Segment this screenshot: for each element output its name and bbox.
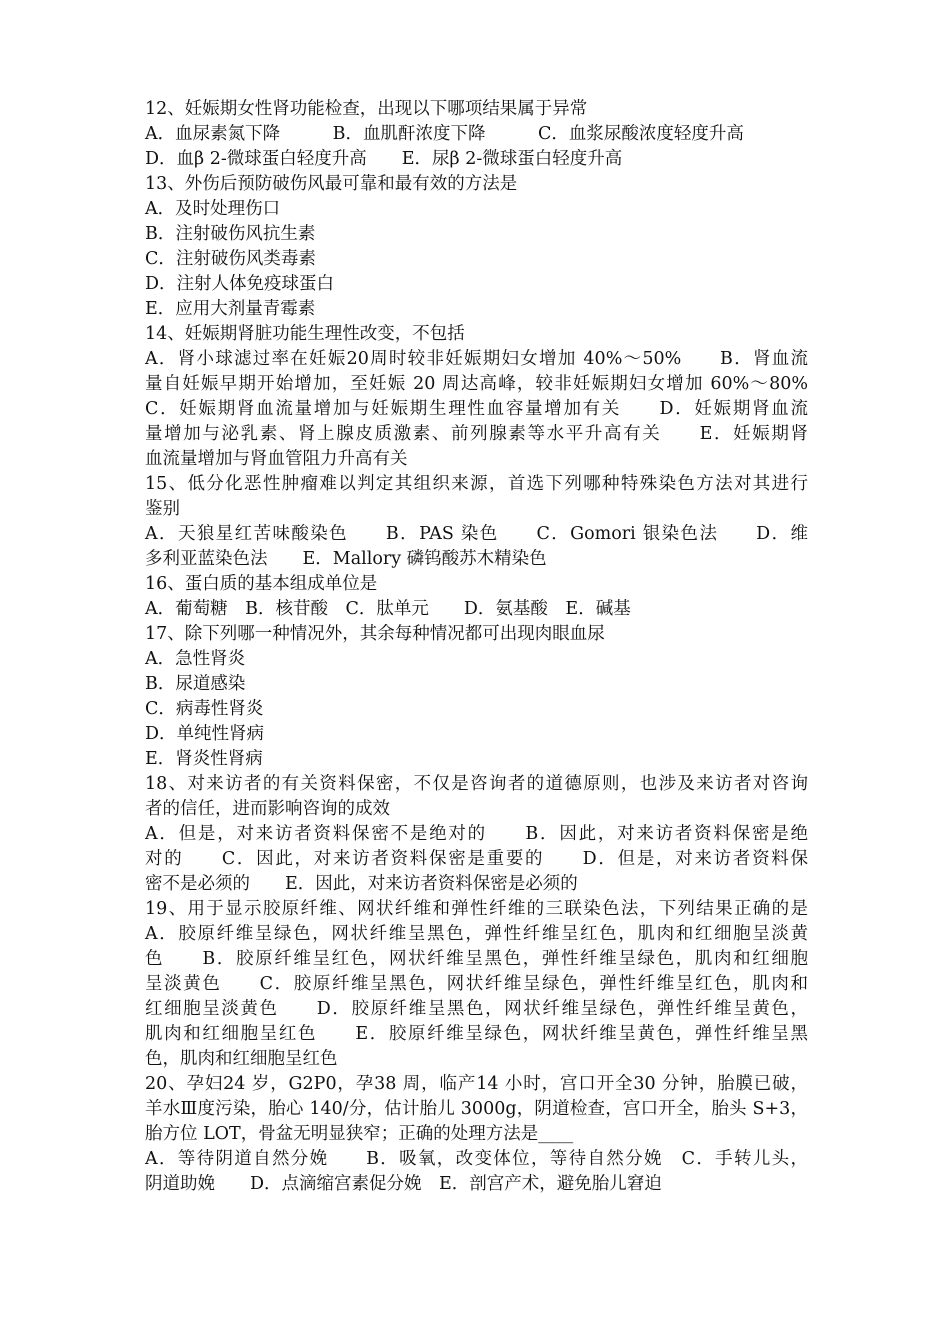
- text-line: 鉴别: [145, 499, 180, 519]
- text-line: 量自妊娠早期开始增加，至妊娠 20 周达高峰，较非妊娠期妇女增加 60%～80%: [145, 374, 808, 394]
- text-line: 15、低分化恶性肿瘤难以判定其组织来源，首选下列哪种特殊染色方法对其进行: [145, 474, 808, 494]
- text-line: C．注射破伤风类毒素: [145, 249, 316, 269]
- text-line: 17、除下列哪一种情况外，其余每种情况都可出现肉眼血尿: [145, 624, 605, 644]
- text-line: 密不是必须的 E．因此，对来访者资料保密是必须的: [145, 874, 578, 894]
- text-line: 红细胞呈淡黄色 D．胶原纤维呈黑色，网状纤维呈绿色，弹性纤维呈黄色，: [145, 999, 808, 1019]
- text-line: A．天狼星红苦味酸染色 B．PAS 染色 C．Gomori 银染色法 D．维: [145, 524, 808, 544]
- text-line: 胎方位 LOT，骨盆无明显狭窄；正确的处理方法是____: [145, 1124, 574, 1144]
- text-line: C．病毒性肾炎: [145, 699, 264, 719]
- text-line: A．葡萄糖 B．核苷酸 C．肽单元 D．氨基酸 E．碱基: [145, 599, 631, 619]
- text-line: 12、妊娠期女性肾功能检查，出现以下哪项结果属于异常: [145, 99, 588, 119]
- text-line: D．注射人体免疫球蛋白: [145, 274, 335, 294]
- text-line: 19、用于显示胶原纤维、网状纤维和弹性纤维的三联染色法，下列结果正确的是: [145, 899, 808, 919]
- text-line: A．及时处理伤口: [145, 199, 281, 219]
- text-line: 20、孕妇24 岁，G2P0，孕38 周，临产14 小时，宫口开全30 分钟，胎膜已破，: [145, 1074, 808, 1094]
- text-line: D．单纯性肾病: [145, 724, 265, 744]
- text-line: A．但是，对来访者资料保密不是绝对的 B．因此，对来访者资料保密是绝: [145, 824, 808, 844]
- text-line: 对的 C．因此，对来访者资料保密是重要的 D．但是，对来访者资料保: [145, 849, 808, 869]
- text-line: A．肾小球滤过率在妊娠20周时较非妊娠期妇女增加 40%～50% B．肾血流: [145, 349, 808, 369]
- text-line: 量增加与泌乳素、肾上腺皮质激素、前列腺素等水平升高有关 E．妊娠期肾: [145, 424, 808, 444]
- text-line: 者的信任，进而影响咨询的成效: [145, 799, 390, 819]
- text-line: 色，肌肉和红细胞呈红色: [145, 1049, 338, 1069]
- text-line: A．急性肾炎: [145, 649, 246, 669]
- text-line: 肌肉和红细胞呈红色 E．胶原纤维呈绿色，网状纤维呈黄色，弹性纤维呈黑: [145, 1024, 808, 1044]
- text-line: 18、对来访者的有关资料保密，不仅是咨询者的道德原则，也涉及来访者对咨询: [145, 774, 808, 794]
- document-body: [145, 97, 808, 1197]
- text-line: A．等待阴道自然分娩 B．吸氧，改变体位，等待自然分娩 C．手转儿头，: [145, 1149, 808, 1169]
- text-line: 羊水Ⅲ度污染，胎心 140/分，估计胎儿 3000g，阴道检查，宫口开全，胎头 S+3，: [145, 1099, 808, 1119]
- text-line: B．尿道感染: [145, 674, 246, 694]
- text-line: E．应用大剂量青霉素: [145, 299, 316, 319]
- text-line: 阴道助娩 D．点滴缩宫素促分娩 E．剖宫产术，避免胎儿窘迫: [145, 1174, 662, 1194]
- text-line: 多利亚蓝染色法 E．Mallory 磷钨酸苏木精染色: [145, 549, 547, 569]
- text-line: E．肾炎性肾病: [145, 749, 263, 769]
- text-line: 16、蛋白质的基本组成单位是: [145, 574, 378, 594]
- text-line: 呈淡黄色 C．胶原纤维呈黑色，网状纤维呈绿色，弹性纤维呈红色，肌肉和: [145, 974, 808, 994]
- text-line: C．妊娠期肾血流量增加与妊娠期生理性血容量增加有关 D．妊娠期肾血流: [145, 399, 808, 419]
- text-line: 色 B．胶原纤维呈红色，网状纤维呈黑色，弹性纤维呈绿色，肌肉和红细胞: [145, 949, 808, 969]
- text-line: A．血尿素氮下降 B．血肌酐浓度下降 C．血浆尿酸浓度轻度升高: [145, 124, 744, 144]
- text-line: D．血β 2-微球蛋白轻度升高 E．尿β 2-微球蛋白轻度升高: [145, 149, 623, 169]
- text-line: 血流量增加与肾血管阻力升高有关: [145, 449, 408, 469]
- text-line: 13、外伤后预防破伤风最可靠和最有效的方法是: [145, 174, 518, 194]
- text-line: A．胶原纤维呈绿色，网状纤维呈黑色，弹性纤维呈红色，肌肉和红细胞呈淡黄: [145, 924, 808, 944]
- text-line: 14、妊娠期肾脏功能生理性改变，不包括: [145, 324, 465, 344]
- text-line: B．注射破伤风抗生素: [145, 224, 316, 244]
